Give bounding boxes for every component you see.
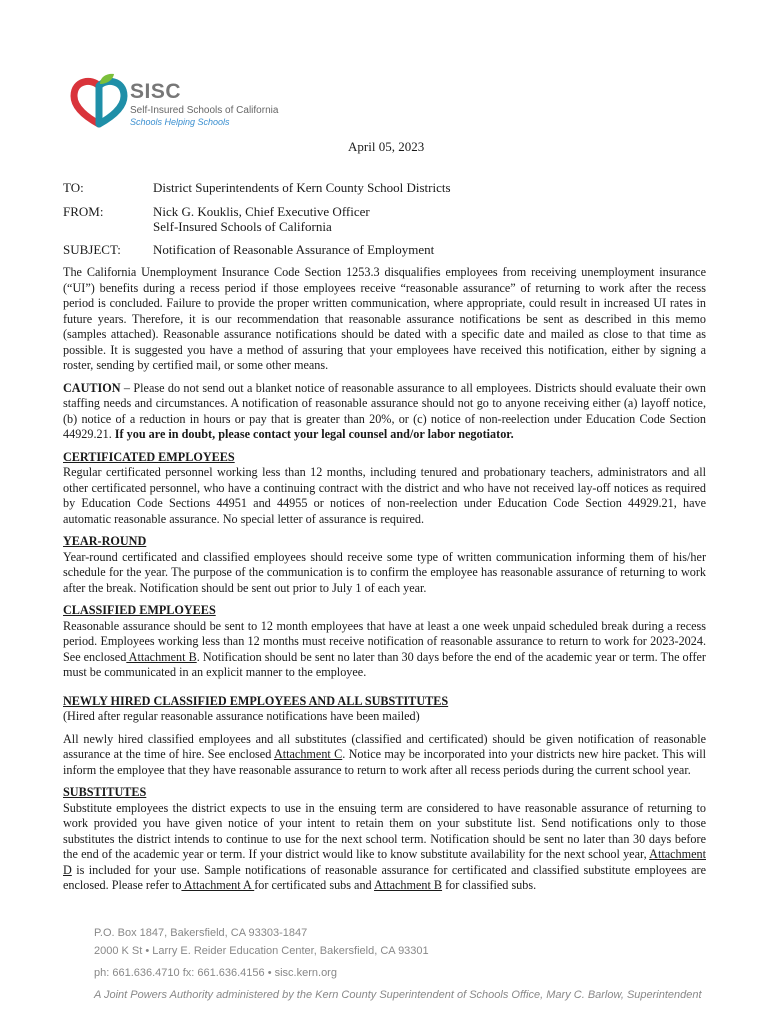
intro-paragraph: The California Unemployment Insurance Code Section 1253.3 disqualifies employees from receiving unemployment insurance (“UI”) benefits during a recess period if those employees receive “reasonable assurance” of returning to work after the recess period is concluded. Failure to provide the proper written communication, where appropriate, could result in increased UI rates in future years. Therefore, it is our recommendation that reasonable assurance notifications be sent as described in this memo (samples attached). Reasonable assurance notifications should be dated with a specific date and mailed as close to that time as possible. It is suggested you have a method of assuring that your employees have received this notification, either by signing a roster, sending by certified mail, or some other means. [63, 265, 706, 372]
footer-po-box: P.O. Box 1847, Bakersfield, CA 93303-1847 [94, 927, 308, 939]
attachment-b-link: Attachment B [126, 649, 197, 664]
substitutes-text-4: for classified subs. [442, 878, 537, 892]
substitutes-paragraph [63, 801, 706, 894]
to-value: District Superintendents of Kern County School Districts [153, 180, 451, 195]
from-label: FROM: [63, 204, 104, 219]
attachment-b-link-subs: Attachment B [374, 878, 443, 892]
org-name: Self-Insured Schools of California [130, 105, 279, 116]
to-label: TO: [63, 180, 84, 195]
caution-label: CAUTION [63, 380, 121, 395]
subject-label: SUBJECT: [63, 242, 121, 257]
footer-contact: ph: 661.636.4710 fx: 661.636.4156 • sisc.kern.org [94, 967, 337, 979]
sisc-apple-icon [70, 72, 128, 130]
year-round-paragraph: Year-round certificated and classified employees should receive some type of written communication informing them of his/her schedule for the year. The purpose of the communication is to confirm the employee has reasonable assurance of returning to work after the break. Notification should be sent out prior to July 1 of each year. [63, 549, 706, 595]
newly-hired-text-1: All newly hired classified employees and all substitutes (classified and certificated) should be given notification of reasonable assurance at the time of hire. See enclosed [63, 731, 706, 761]
newly-hired-subheading: (Hired after regular reasonable assurance notifications have been mailed) [63, 709, 420, 723]
substitutes-heading: SUBSTITUTES [63, 785, 147, 799]
subject-value: Notification of Reasonable Assurance of Employment [153, 242, 435, 257]
classified-text-2: . Notification should be sent no later than 30 days before the end of the academic year or term. The offer must be communicated in an explicit manner to the employee. [63, 649, 706, 679]
certificated-paragraph: Regular certificated personnel working less than 12 months, including tenured and probationary teachers, administrators and all other certificated personnel, who have a continuing contract with the district and who have not received lay-off notices as required by Education Code Sections 44951 and 44955 or notices of non-reelection under Education Code Section 44929.21, have automatic reasonable assurance. No special letter of assurance is required. [63, 465, 706, 526]
letterhead-footer [94, 924, 702, 1004]
from-value-name: Nick G. Kouklis, Chief Executive Officer [153, 204, 370, 219]
substitutes-text-1: Substitute employees the district expects to use in the ensuing term are considered to have reasonable assurance of returning to work provided you have given notice of your intent to retain them on your substitute list. Send notifications only to those substitutes the district intends to continue to use for the next school term. Notification should be sent no later than 30 days before the end of the academic year or term. If your district would like to know substitute availability for the next school year, [63, 800, 706, 861]
memo-date: April 05, 2023 [348, 139, 425, 154]
substitutes-text-3: for certificated subs and [254, 878, 375, 892]
newly-hired-heading: NEWLY HIRED CLASSIFIED EMPLOYEES AND ALL SUBSTITUTES [63, 693, 449, 708]
newly-hired-text-2: . Notice may be incorporated into your districts new hire packet. This will inform the employee that they have reasonable assurance to return to work after all recess periods during the current school year. [63, 747, 706, 777]
caution-paragraph [63, 381, 706, 443]
attachment-c-link: Attachment C [273, 747, 343, 761]
footer-jpa-note: A Joint Powers Authority administered by the Kern County Superintendent of Schools Office, Mary C. Barlow, Superintendent [94, 989, 702, 1001]
classified-paragraph [63, 619, 706, 681]
attachment-d-link: Attachment D [63, 847, 706, 877]
brand-name: SISC [130, 80, 182, 103]
from-value-org: Self-Insured Schools of California [153, 219, 332, 234]
footer-street-address: 2000 K St • Larry E. Reider Education Center, Bakersfield, CA 93301 [94, 945, 429, 957]
substitutes-text-2: is included for your use. Sample notifications of reasonable assurance for certificated and classified substitute employees are enclosed. Please refer to [63, 862, 706, 892]
classified-heading: CLASSIFIED EMPLOYEES [63, 603, 216, 617]
classified-text-1: Reasonable assurance should be sent to 12 month employees that have at least a one week unpaid scheduled break during a recess period. Employees working less than 12 months must receive notification of reasonable assurance to return to work for 2023-2024. See enclosed [63, 618, 706, 664]
letterhead-logo [70, 72, 290, 130]
org-tagline: Schools Helping Schools [130, 117, 230, 127]
caution-bold-text: If you are in doubt, please contact your legal counsel and/or labor negotiator. [114, 427, 514, 441]
memo-body [63, 265, 706, 894]
newly-hired-paragraph [63, 732, 706, 779]
certificated-heading: CERTIFICATED EMPLOYEES [63, 449, 235, 464]
caution-text: – Please do not send out a blanket notice of reasonable assurance to all employees. Districts should evaluate their own staffing needs and circumstances. A notification of reasonable assurance should not go to anyone receiving either (a) layoff notice, (b) notice of a reduction in hours or pay that is greater than 20%, or (c) notice of non-reelection under Education Code Section 44929.21. [63, 380, 706, 441]
attachment-a-link: Attachment A [181, 878, 255, 892]
year-round-heading: YEAR-ROUND [63, 534, 147, 548]
